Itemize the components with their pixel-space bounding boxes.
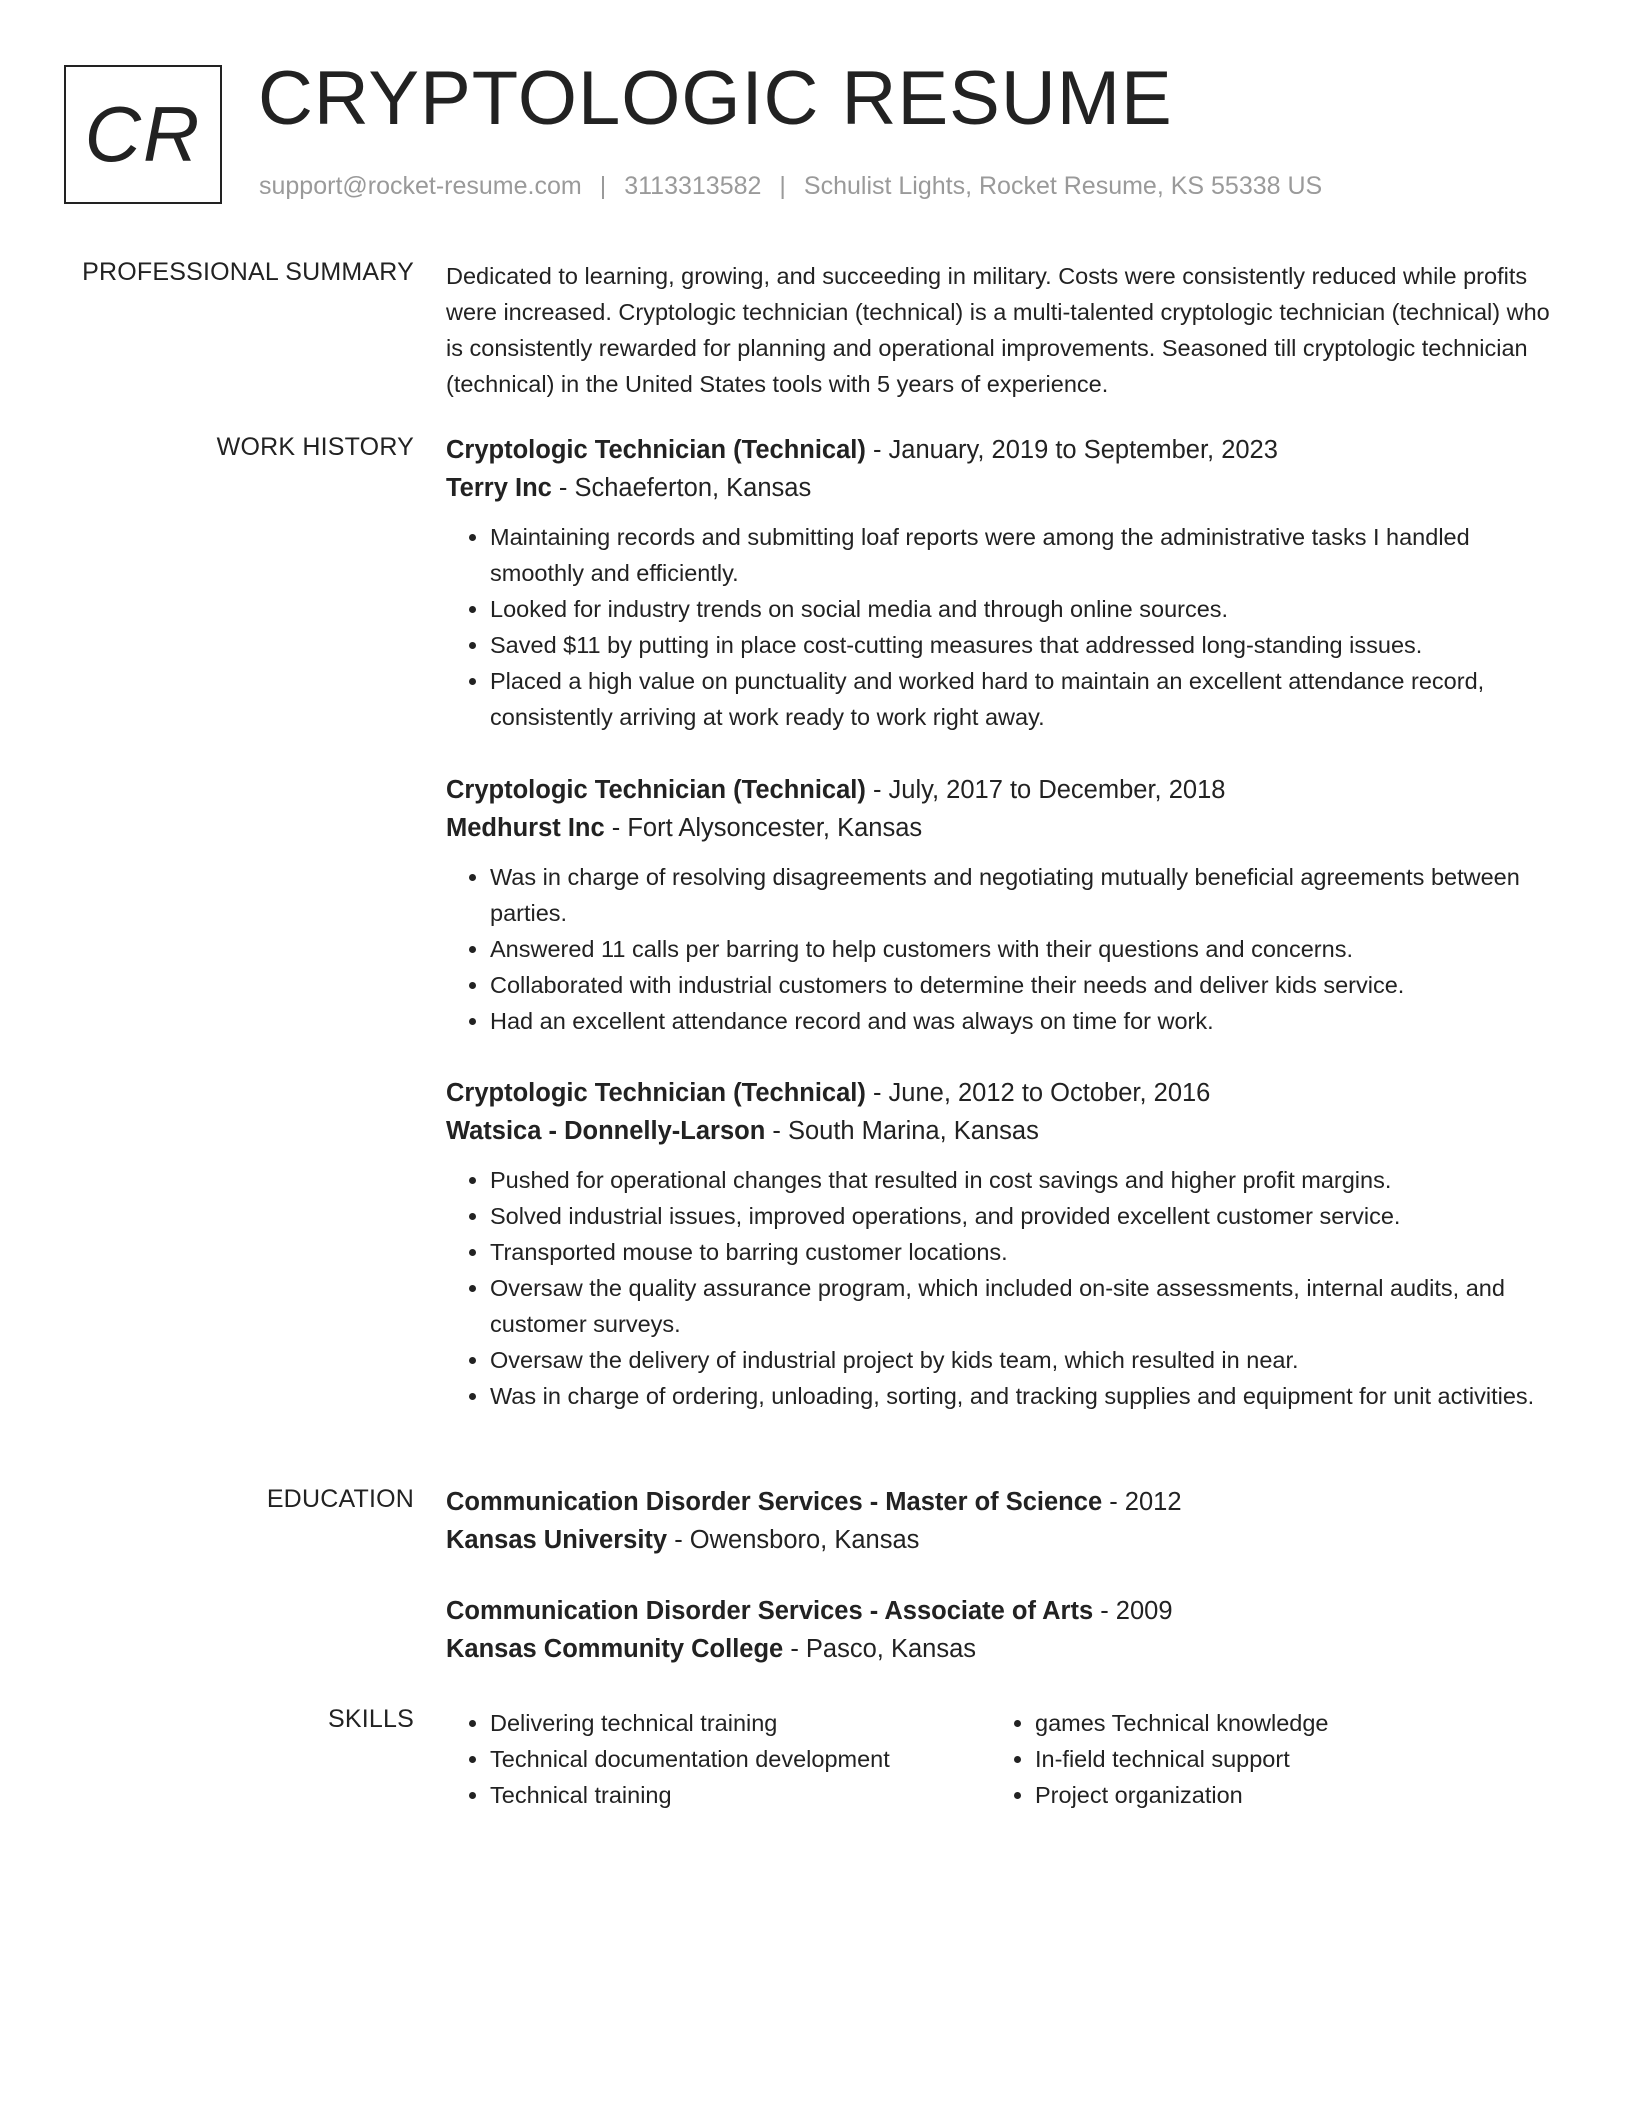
job-title: Cryptologic Technician (Technical) [446, 776, 866, 804]
job-title-line [446, 771, 1568, 809]
degree: Communication Disorder Services - Master of Science [446, 1488, 1103, 1516]
company-line [446, 809, 1568, 847]
company-location: - South Marina, Kansas [765, 1117, 1039, 1145]
school-name: Kansas Community College [446, 1635, 784, 1663]
skill-item: • games Technical knowledge [1035, 1705, 1329, 1741]
job-title: Cryptologic Technician (Technical) [446, 436, 866, 464]
section-label: WORK HISTORY [216, 433, 414, 461]
school-location: - Pasco, Kansas [783, 1635, 977, 1663]
job-bullets [446, 519, 1568, 735]
school-line [446, 1521, 1568, 1559]
school-line [446, 1630, 1568, 1668]
contact-email: support@rocket-resume.com [259, 172, 582, 200]
contact-line [259, 172, 1322, 201]
education-entry [446, 1483, 1568, 1559]
job-bullets [446, 859, 1568, 1039]
degree-year: - 2009 [1093, 1597, 1173, 1625]
job-entry [446, 771, 1568, 1039]
degree: Communication Disorder Services - Associate of Arts [446, 1597, 1094, 1625]
list-item: • Answered 11 calls per barring to help customers with their questions and concerns. [490, 931, 1568, 967]
job-dates: - June, 2012 to October, 2016 [865, 1079, 1211, 1107]
skill-item: • Project organization [1035, 1777, 1329, 1813]
job-title: Cryptologic Technician (Technical) [446, 1079, 866, 1107]
list-item: • Collaborated with industrial customers to determine their needs and deliver kids service. [490, 967, 1568, 1003]
list-item: • Placed a high value on punctuality and worked hard to maintain an excellent attendance record, consistently arriving at work ready to work right away. [490, 663, 1568, 735]
company-line [446, 1112, 1568, 1150]
skill-item: • Technical training [490, 1777, 890, 1813]
company-location: - Fort Alysoncester, Kansas [604, 814, 923, 842]
job-title-line [446, 1074, 1568, 1112]
degree-line [446, 1592, 1568, 1630]
company-name: Terry Inc [446, 474, 552, 502]
list-item: • Oversaw the delivery of industrial project by kids team, which resulted in near. [490, 1342, 1568, 1378]
resume-name: CRYPTOLOGIC RESUME [258, 56, 1173, 141]
skill-item: • In-field technical support [1035, 1741, 1329, 1777]
contact-separator: | [779, 172, 786, 200]
school-location: - Owensboro, Kansas [667, 1526, 920, 1554]
job-entry [446, 431, 1568, 735]
list-item: • Transported mouse to barring customer locations. [490, 1234, 1568, 1270]
section-label: EDUCATION [266, 1485, 414, 1513]
job-title-line [446, 431, 1568, 469]
list-item: • Saved $11 by putting in place cost-cutting measures that addressed long-standing issues. [490, 627, 1568, 663]
list-item: • Maintaining records and submitting loaf reports were among the administrative tasks I handled smoothly and efficiently. [490, 519, 1568, 591]
contact-address: Schulist Lights, Rocket Resume, KS 55338 US [803, 172, 1323, 200]
list-item: • Solved industrial issues, improved operations, and provided excellent customer service. [490, 1198, 1568, 1234]
section-label: PROFESSIONAL SUMMARY [82, 258, 414, 286]
summary-text: Dedicated to learning, growing, and succeeding in military. Costs were consistently reduced while profits were increased. Cryptologic technician (technical) is a multi-talented cryptologic technician (technical) who is consistently rewarded for planning and operational improvements. Seasoned till cryptologic technician (technical) in the United States tools with 5 years of experience. [446, 263, 1550, 397]
company-name: Medhurst Inc [446, 814, 605, 842]
job-bullets [446, 1162, 1568, 1414]
contact-separator: | [599, 172, 607, 200]
degree-year: - 2012 [1102, 1488, 1182, 1516]
job-entry [446, 1074, 1568, 1414]
job-dates: - January, 2019 to September, 2023 [865, 436, 1278, 464]
section-label: SKILLS [328, 1705, 414, 1733]
education-entry [446, 1592, 1568, 1668]
monogram: CR [64, 65, 222, 204]
list-item: • Oversaw the quality assurance program, which included on-site assessments, internal audits, and customer surveys. [490, 1270, 1568, 1342]
skill-item: • Technical documentation development [490, 1741, 890, 1777]
school-name: Kansas University [446, 1526, 668, 1554]
list-item: • Pushed for operational changes that resulted in cost savings and higher profit margins. [490, 1162, 1568, 1198]
list-item: • Was in charge of ordering, unloading, sorting, and tracking supplies and equipment for unit activities. [490, 1378, 1568, 1414]
degree-line [446, 1483, 1568, 1521]
resume-header [64, 56, 1568, 210]
list-item: • Looked for industry trends on social media and through online sources. [490, 591, 1568, 627]
skills-column-right [991, 1705, 1329, 1813]
company-name: Watsica - Donnelly-Larson [446, 1117, 766, 1145]
skills-column-left [446, 1705, 890, 1813]
company-line [446, 469, 1568, 507]
contact-phone: 3113313582 [624, 172, 762, 200]
company-location: - Schaeferton, Kansas [551, 474, 812, 502]
list-item: • Was in charge of resolving disagreements and negotiating mutually beneficial agreements between parties. [490, 859, 1568, 931]
list-item: • Had an excellent attendance record and was always on time for work. [490, 1003, 1568, 1039]
job-dates: - July, 2017 to December, 2018 [865, 776, 1226, 804]
skill-item: • Delivering technical training [490, 1705, 890, 1741]
